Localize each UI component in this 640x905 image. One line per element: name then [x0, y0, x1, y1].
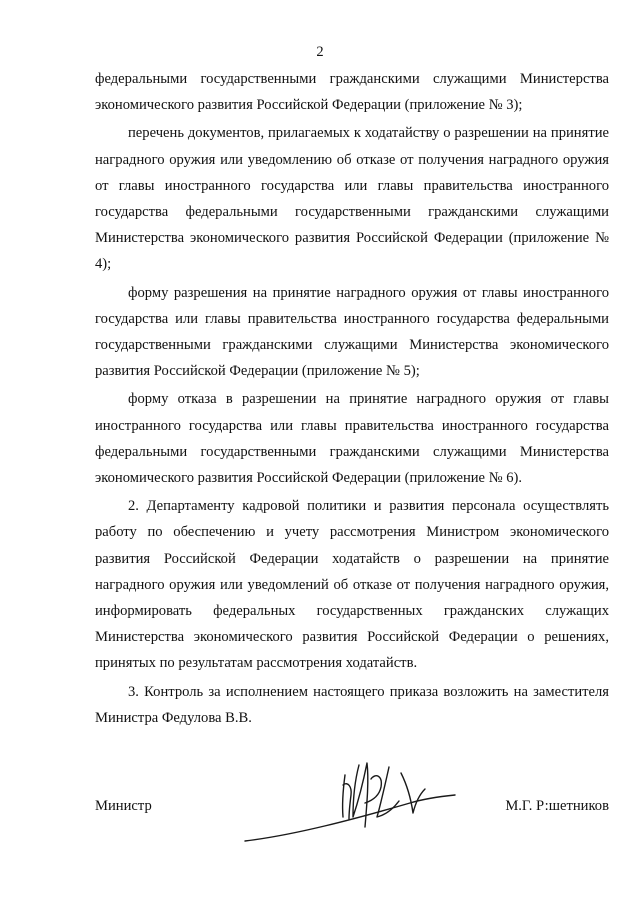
paragraph-list-item-appendix-4: перечень документов, прилагаемых к ходатайству о разрешении на принятие наградного оружия или уведомлению об отказе от получения наградного оружия от главы иностранного государства или главы правительства иностранного государства федеральными государственными гражданскими служащими Министерства экономического развития Российской Федерации (приложение № 4);	[95, 125, 609, 273]
page-number: 2	[316, 44, 324, 60]
paragraph-list-item-appendix-5: форму разрешения на принятие наградного оружия от главы иностранного государства или главы правительства иностранного государства федеральными государственными гражданскими служащими Министерства экономического развития Российской Федерации (приложение № 5);	[95, 284, 609, 380]
paragraph-clause-2: 2. Департаменту кадровой политики и развития персонала осуществлять работу по обеспечению и учету рассмотрения Министром экономического развития Российской Федерации ходатайств о разрешении на принятие наградного оружия или уведомлений об отказе от получения наградного оружия, информировать федеральных государственных гражданских служащих Министерства экономического развития Российской Федерации о решениях, принятых по результатам рассмотрения ходатайств.	[95, 498, 609, 672]
paragraph-clause-3: 3. Контроль за исполнением настоящего приказа возложить на заместителя Министра Федулова В.В.	[95, 683, 609, 726]
signer-name: М.Г. Р:шетников	[505, 798, 609, 814]
paragraph-list-item-appendix-6: форму отказа в разрешении на принятие наградного оружия от главы иностранного государства или главы правительства иностранного государства федеральными государственными гражданскими служащими Министерства экономического развития Российской Федерации (приложение № 6).	[95, 391, 609, 487]
paragraph-continuation: федеральными государственными гражданскими служащими Министерства экономического развития Российской Федерации (приложение № 3);	[95, 71, 609, 114]
signer-title: Министр	[95, 798, 152, 814]
handwritten-signature	[225, 745, 460, 855]
document-body	[95, 66, 609, 731]
